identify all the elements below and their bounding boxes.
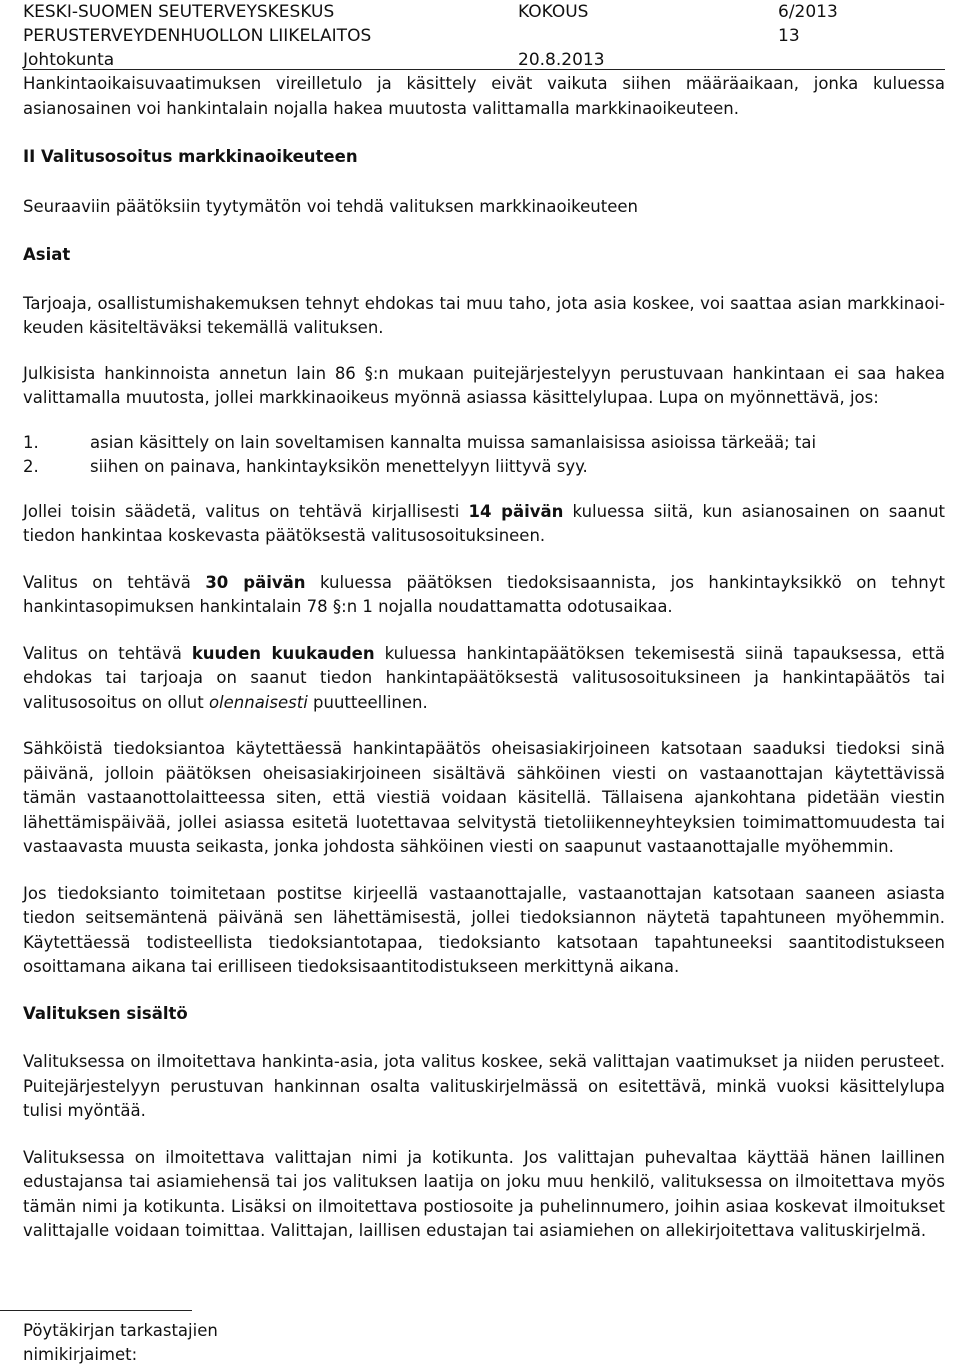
footer-label-line2: nimikirjaimet: — [23, 1345, 138, 1364]
subheading-valituksen-sisalto: Valituksen sisältö — [23, 1003, 188, 1023]
list-item-number: 1. — [23, 432, 39, 452]
text-run: Jollei toisin säädetä, valitus on tehtävä kirjallisesti — [23, 501, 469, 521]
meeting-date: 20.8.2013 — [518, 50, 605, 70]
paragraph-julkisista: Julkisista hankinnoista annetun lain 86 §:n mukaan puitejärjestelyyn perustuvaan hankintaan ei saa hakea valittamalla muutosta, jollei markkinaoikeus myönnä asiassa käsittelylupaa. Lupa on myönnettävä, jos: — [23, 363, 945, 407]
emphasis-14-days: 14 päivän — [468, 501, 564, 521]
meeting-label: KOKOUS — [518, 2, 589, 22]
organization-name: KESKI-SUOMEN SEUTERVEYSKESKUS — [23, 2, 335, 22]
emphasis-olennaisesti: olennaisesti — [208, 692, 308, 712]
footer-label-line1: Pöytäkirjan tarkastajien — [23, 1321, 218, 1340]
document-footer — [23, 1319, 218, 1367]
document-page — [23, 0, 945, 1244]
paragraph-valituksessa-2: Valituksessa on ilmoitettava valittajan nimi ja kotikunta. Jos valittajan puhevaltaa käyttää hänen laillinen edustajansa tai asiamiehensä tai jos valituksen laatija on joku muu henkilö, valituksessa on ilmoitettava myös tämän nimi ja kotikunta. Lisäksi on ilmoitettava postiosoite ja puhelinnumero, joihin asiaa koskevat ilmoitukset valittajalle voidaan toimittaa. Valittajan, laillisen edustajan tai asiamiehen on allekirjoitettava valituskirjelmä. — [23, 1147, 945, 1240]
text-run: kuluessa hankintapäätöksen tekemisestä siinä tapauksessa, että ehdokas tai tarjoaja on saanut tiedon hankintapäätöksestä valitusosoituksineen ja hankintapäätös tai valitusosoitus on ollut — [23, 643, 945, 712]
paragraph-postitse: Jos tiedoksianto toimitetaan postitse kirjeellä vastaanottajalle, vastaanottajan katsotaan saaneen asiasta tiedon seitsemäntenä päivänä sen lähettämisestä, jollei tiedoksiannon näytetä tapahtuneen myöhemmin. Käytettäessä todisteellista tiedoksiantotapaa, tiedoksianto katsotaan tapahtuneeksi saantitodistukseen osoittamana aikana tai erilliseen tiedoksisaantitodistukseen merkittynä aikana. — [23, 883, 945, 976]
subheading-asiat: Asiat — [23, 245, 71, 264]
paragraph-sahkoinen-tiedoksianto: Sähköistä tiedoksiantoa käytettäessä hankintapäätös oheisasiakirjoineen katsotaan saaduksi tiedoksi sinä päivänä, jolloin päätöksen oheisasiakirjoineen sisältävä sähköinen viesti on vastaanottajan käytettävissä tämän vastaanottolaitteessa siten, että viestiä voidaan käsitellä. Tällaisena ajankohtana pidetään viestin lähettämispäivää, jollei asiassa esitetä luotettavaa selvitystä tietoliikenneyhteyksien toimimattomuudesta tai vastaavasta muusta seikasta, jonka johdosta sähköinen viesti on saapunut vastaanottajalle myöhemmin. — [23, 739, 945, 856]
paragraph-tarjoaja: Tarjoaja, osallistumishakemuksen tehnyt ehdokas tai muu taho, jota asia koskee, voi saattaa asian markkinaoikeuden käsiteltäväksi tekemällä valituksen. — [23, 293, 945, 337]
paragraph-jollei — [23, 500, 945, 549]
list-item-text: asian käsittely on lain soveltamisen kannalta muissa samanlaisissa asioissa tärkeää; tai — [90, 432, 817, 452]
list-item — [23, 431, 945, 456]
list-item-number: 2. — [23, 457, 39, 476]
text-run: Valitus on tehtävä — [23, 572, 206, 592]
body-name: Johtokunta — [23, 50, 115, 70]
page-number: 13 — [778, 26, 800, 46]
document-header — [23, 0, 945, 70]
emphasis-six-months: kuuden kuukauden — [191, 643, 375, 663]
organization-unit: PERUSTERVEYDENHUOLLON LIIKELAITOS — [23, 26, 372, 46]
text-run: kuluessa päätöksen tiedoksisaannista, jos hankintayksikkö on tehnyt hankintasopimuksen hankintalain 78 §:n 1 nojalla noudattamatta odotusaikaa. — [23, 572, 945, 616]
condition-list — [23, 431, 945, 480]
paragraph-valituksessa-1: Valituksessa on ilmoitettava hankinta-asia, jota valitus koskee, sekä valittajan vaatimukset ja niiden perusteet. Puitejärjestelyyn perustuvan hankinnan osalta valituskirjelmässä on esitettävä, minkä vuoksi käsittelylupa tulisi myöntää. — [23, 1052, 945, 1120]
paragraph-intro: Hankintaoikaisuvaatimuksen vireilletulo ja käsittely eivät vaikuta siihen määräaikaan, jonka kuluessa asianosainen voi hankintalain nojalla hakea muutosta valittamalla markkinaoikeuteen. — [23, 74, 945, 118]
text-run: Valitus on tehtävä — [23, 643, 192, 663]
text-run: puutteellinen. — [307, 692, 428, 712]
paragraph-seuraaviin: Seuraaviin päätöksiin tyytymätön voi tehdä valituksen markkinaoikeuteen — [23, 196, 638, 216]
paragraph-valitus-30 — [23, 571, 945, 620]
list-item — [23, 455, 945, 480]
header-divider — [23, 69, 945, 70]
section-heading-valitusosoitus: II Valitusosoitus markkinaoikeuteen — [23, 147, 358, 166]
paragraph-valitus-6-months — [23, 642, 945, 716]
meeting-number: 6/2013 — [778, 2, 838, 22]
list-item-text: siihen on painava, hankintayksikön menettelyyn liittyvä syy. — [90, 457, 588, 476]
footer-divider — [0, 1310, 192, 1311]
emphasis-30-days: 30 päivän — [205, 572, 306, 592]
text-run: kuluessa siitä, kun asianosainen on saanut tiedon hankintaa koskevasta päätöksestä valitusosoituksineen. — [23, 501, 946, 545]
